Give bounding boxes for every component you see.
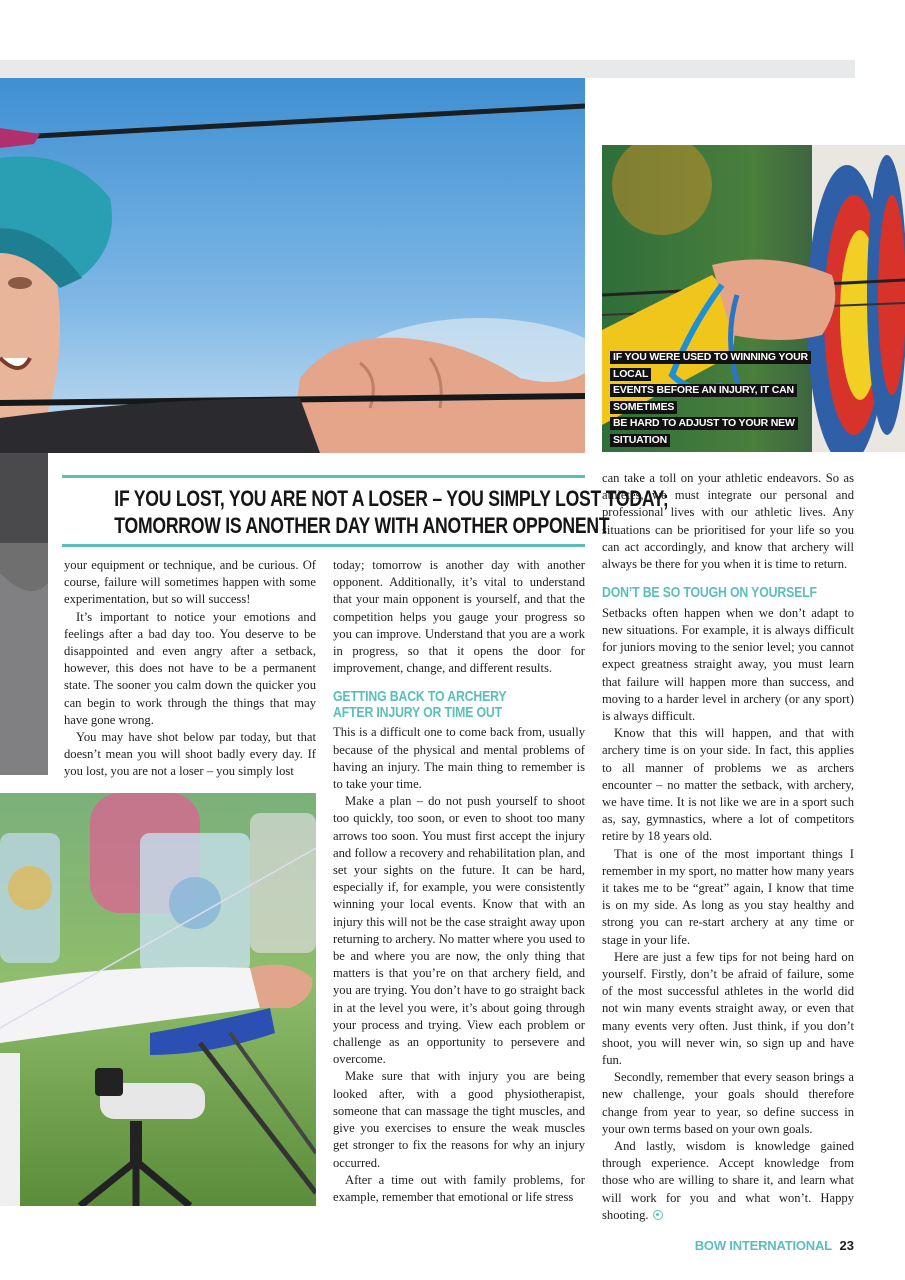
page-footer — [695, 1238, 854, 1253]
caption-line-2: EVENTS BEFORE AN INJURY, IT CAN SOMETIMES — [610, 384, 797, 414]
column-3 — [602, 470, 854, 1224]
body-paragraph: your equipment or technique, and be curious. Of course, failure will sometimes happen with some experimentation, but so will success! — [64, 558, 316, 607]
scope-photo — [0, 793, 316, 1206]
hero-photo-graphic — [0, 78, 585, 453]
heading-line-1: GETTING BACK TO ARCHERY — [333, 688, 507, 706]
caption-line-3: BE HARD TO ADJUST TO YOUR NEW SITUATION — [610, 417, 798, 447]
column-1 — [64, 557, 316, 781]
hero-photo-lower-strip — [0, 453, 48, 775]
body-paragraph: Make a plan – do not push yourself to shoot too quickly, too soon, or even to shoot too many arrows too soon. You must first accept the injury and follow a recovery and rehabilitation plan, and set your sights on the future. It can be hard, especially if, for example, you were consistently winning your local events. Know that with an injury this will not be the case straight away upon returning to archery. No matter where you used to be and where you are now, the only thing that matters is that you’re on that archery field, and you are trying. You don’t have to go straight back in at the level you were, it’s about going through your process and trying. View each problem or challenge as an opportunity to persevere and overcome. — [333, 794, 585, 1067]
heading-line-2: AFTER INJURY OR TIME OUT — [333, 703, 502, 721]
section-heading-getting-back — [333, 689, 585, 720]
pull-quote — [62, 475, 669, 547]
body-paragraph: can take a toll on your athletic endeavors. So as athletes, we must integrate our personal and professional lives with our athletic lives. Any situations can be prioritised for your life so you can act accordingly, and know that archery will always be there for you when it is time to return. — [602, 471, 854, 572]
section-heading-dont-be-tough: DON’T BE SO TOUGH ON YOURSELF — [602, 584, 817, 602]
body-paragraph: Here are just a few tips for not being hard on yourself. Firstly, don’t be afraid of failure, some of the most successful athletes in the world did not win many events straight away, or even that many events very often. Just think, if you don’t shoot, you will never win, so sign up and have fun. — [602, 949, 854, 1067]
scope-photo-graphic — [0, 793, 316, 1206]
body-paragraph: Make sure that with injury you are being looked after, with a good physiotherapist, someone that can massage the tight muscles, and give you exercises to ensure the weak muscles get stronger to fix the reasons for why an injury occurred. — [333, 1069, 585, 1170]
caption-line-1: IF YOU WERE USED TO WINNING YOUR LOCAL — [610, 351, 811, 381]
body-paragraph: This is a difficult one to come back from, usually because of the physical and mental problems of having an injury. The main thing to remember is to take your time. — [333, 725, 585, 792]
body-paragraph: Know that this will happen, and that with archery time is on your side. In fact, this applies to all manner of problems we as archers encounter – no matter the setback, with archery, we have time. It is not like we are in a sport such as, say, gymnastics, where a lot of competitors retire by 18 years old. — [602, 726, 854, 844]
body-paragraph: today; tomorrow is another day with another opponent. Additionally, it’s vital to understand that your main opponent is yourself, and that the competition helps you gauge your progress so you can improve. Understand that you are a work in progress, so that it opens the door for improvement, change, and different results. — [333, 558, 585, 676]
hero-lower-graphic — [0, 453, 48, 775]
body-paragraph: Secondly, remember that every season brings a new challenge, your goals should therefore change from year to year, so define success in your own terms based on your own goals. — [602, 1070, 854, 1136]
hero-photo-archer — [0, 78, 585, 453]
target-photo — [602, 145, 905, 452]
pull-quote-line-2: TOMORROW IS ANOTHER DAY WITH ANOTHER OPPONENT — [114, 513, 610, 538]
body-paragraph-last — [602, 1138, 854, 1224]
pull-quote-line-1: IF YOU LOST, YOU ARE NOT A LOSER – YOU SIMPLY LOST TODAY; — [114, 486, 669, 511]
column-2 — [333, 557, 585, 1206]
magazine-name: BOW INTERNATIONAL — [694, 1238, 832, 1253]
last-paragraph-text: And lastly, wisdom is knowledge gained through experience. Accept knowledge from those who are willing to share it, and learn what will work for you and what won’t. Happy shooting. — [602, 1139, 854, 1222]
page-number: 23 — [839, 1238, 854, 1253]
end-of-article-icon — [653, 1210, 663, 1220]
top-grey-strip — [0, 60, 855, 78]
photo-caption — [610, 349, 810, 448]
body-paragraph: After a time out with family problems, for example, remember that emotional or life stress — [333, 1172, 585, 1204]
body-paragraph: It’s important to notice your emotions and feelings after a bad day too. You deserve to be disappointed and even angry after a setback, however, this does not have to be a permanent state. The sooner you calm down the quicker you can begin to work through the things that may have gone wrong. — [64, 609, 316, 727]
body-paragraph: That is one of the most important things I remember in my sport, no matter how many years it takes me to be “great” again, I know that time is on my side. As long as you stay healthy and strong you can re-start archery at any time or stage in your life. — [602, 846, 854, 947]
body-paragraph: You may have shot below par today, but that doesn’t mean you will shoot badly every day. If you lost, you are not a loser – you simply lost — [64, 730, 316, 779]
body-paragraph: Setbacks often happen when we don’t adapt to new situations. For example, it is always difficult for juniors moving to the senior level; you cannot expect greatness straight away, you must learn that failure will happen more than success, and moving to a harder level in archery (or any sport) is always difficult. — [602, 605, 854, 723]
